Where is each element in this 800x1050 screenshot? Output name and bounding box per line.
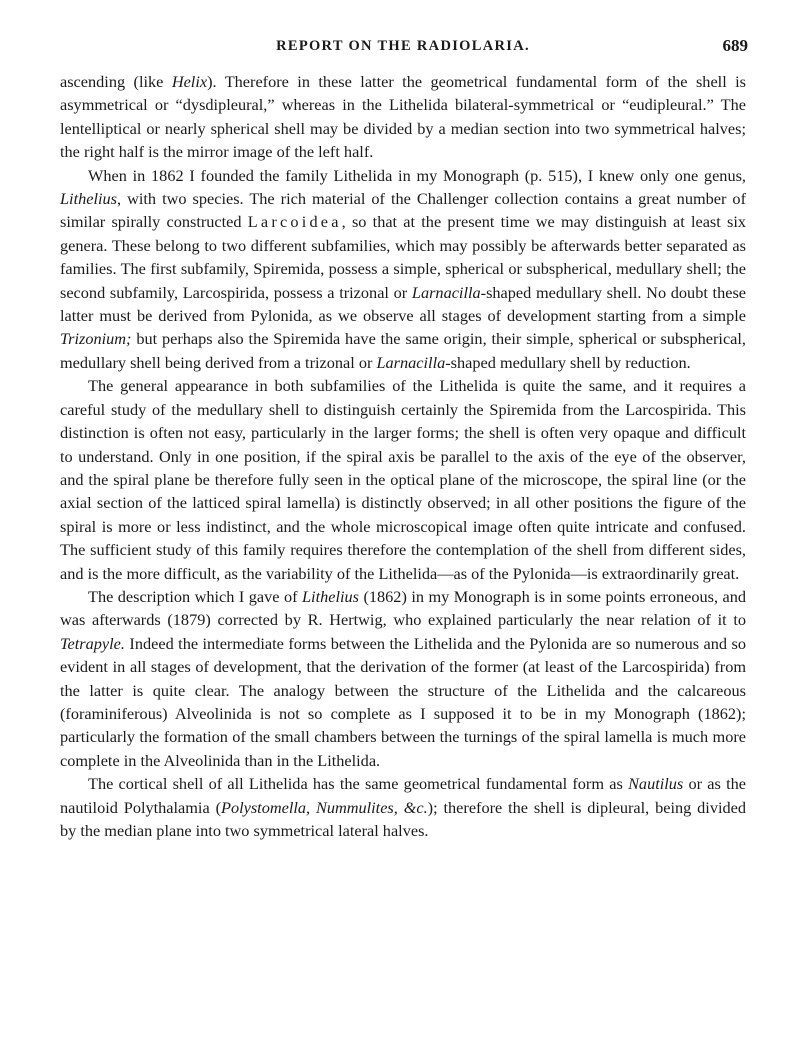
text-run: When in 1862 I founded the family Lithelida in my Monograph (p. 515), I knew only one genus, [88,165,746,185]
paragraph-2 [60,164,746,375]
text-run: , so that at the present time we may distinguish at least six genera. These belong to two different subfamilies, which may possibly be afterwards better separated as families. The first subfamily, Spiremida, possess a simple, spherical or subspherical, medullary shell; the second subfamily, Larcospirida, possess a trizonal or [60,212,747,302]
paragraph-4 [60,585,746,772]
text-run: ). Therefore in these latter the geometrical fundamental form of the shell is asymmetrical or “dysdipleural,” whereas in the Lithelida bilateral-symmetrical or “eudipleural.” The lentelliptical or nearly spherical shell may be divided by a median section into two symmetrical halves; the right half is the mirror image of the left half. [60,72,747,162]
text-run: or as the nautiloid Polythalamia ( [60,774,746,817]
paragraph-5 [60,772,746,842]
text-run: Indeed the intermediate forms between the Lithelida and the Pylonida are so numerous and so evident in all stages of development, that the derivation of the former (at least of the Larcospirida) from the latter is quite clear. The analogy between the structure of the Lithelida and the calcareous (foraminiferous) Alveolinida is not so complete as I supposed it to be in my Monograph (1862); particularly the formation of the small chambers between the turnings of the spiral lamella is much more complete in the Alveolinida than in the Lithelida. [60,633,746,770]
paragraph-3 [60,374,746,585]
genus-names-polythalamia: Polystomella, Nummulites, &c. [221,797,428,817]
text-run: ); therefore the shell is dipleural, being divided by the median plane into two symmetrical lateral halves. [60,797,747,840]
page [60,36,746,842]
text-run: ascending (like [60,72,172,91]
genus-name-larnacilla: Larnacilla [376,352,446,372]
text-run: The cortical shell of all Lithelida has the same geometrical fundamental form as [88,774,629,794]
genus-name-lithelius: Lithelius [301,586,359,606]
paragraph-1 [60,70,746,164]
text-run: (1862) in my Monograph is in some points erroneous, and was afterwards (1879) corrected by R. Hertwig, who explained particularly the near relation of it to [60,586,746,630]
page-number: 689 [722,36,748,55]
genus-name-trizonium: Trizonium; [60,329,132,349]
genus-name-nautilus: Nautilus [628,774,684,794]
text-run: -shaped medullary shell. No doubt these latter must be derived from Pylonida, as we observe all stages of development starting from a simple [60,282,747,326]
taxon-larcoidea: Larcoidea [247,212,342,232]
text-run: but perhaps also the Spiremida have the same origin, their simple, spherical or subspherical, medullary shell being derived from a trizonal or [60,329,746,372]
genus-name-helix: Helix [171,72,208,91]
text-run: -shaped medullary shell by reduction. [445,352,691,372]
genus-name-lithelius: Lithelius [60,189,117,209]
text-run: The description which I gave of [88,586,302,606]
genus-name-larnacilla: Larnacilla [411,282,481,302]
text-run: , with two species. The rich material of the Challenger collection contains a great number of similar spirally constructed [60,189,746,232]
page-header [60,36,746,60]
running-title: REPORT ON THE RADIOLARIA. [276,38,530,54]
text-run: The general appearance in both subfamilies of the Lithelida is quite the same, and it requires a careful study of the medullary shell to distinguish certainly the Spiremida from the Larcospirida. This distinction is often not easy, particularly in the larger forms; the shell is often very opaque and difficult to understand. Only in one position, if the spiral axis be parallel to the axis of the eye of the observer, and the spiral plane be therefore fully seen in the optical plane of the microscope, the spiral line (or the axial section of the latticed spiral lamella) is distinctly observed; in all other positions the figure of the spiral is more or less indistinct, and the whole microscopical image often quite intricate and confused. The sufficient study of this family requires therefore the contemplation of the shell from different sides, and is the more difficult, as the variability of the Lithelida—as of the Pylonida—is extraordinarily great. [60,376,746,583]
genus-name-tetrapyle: Tetrapyle. [60,633,125,653]
